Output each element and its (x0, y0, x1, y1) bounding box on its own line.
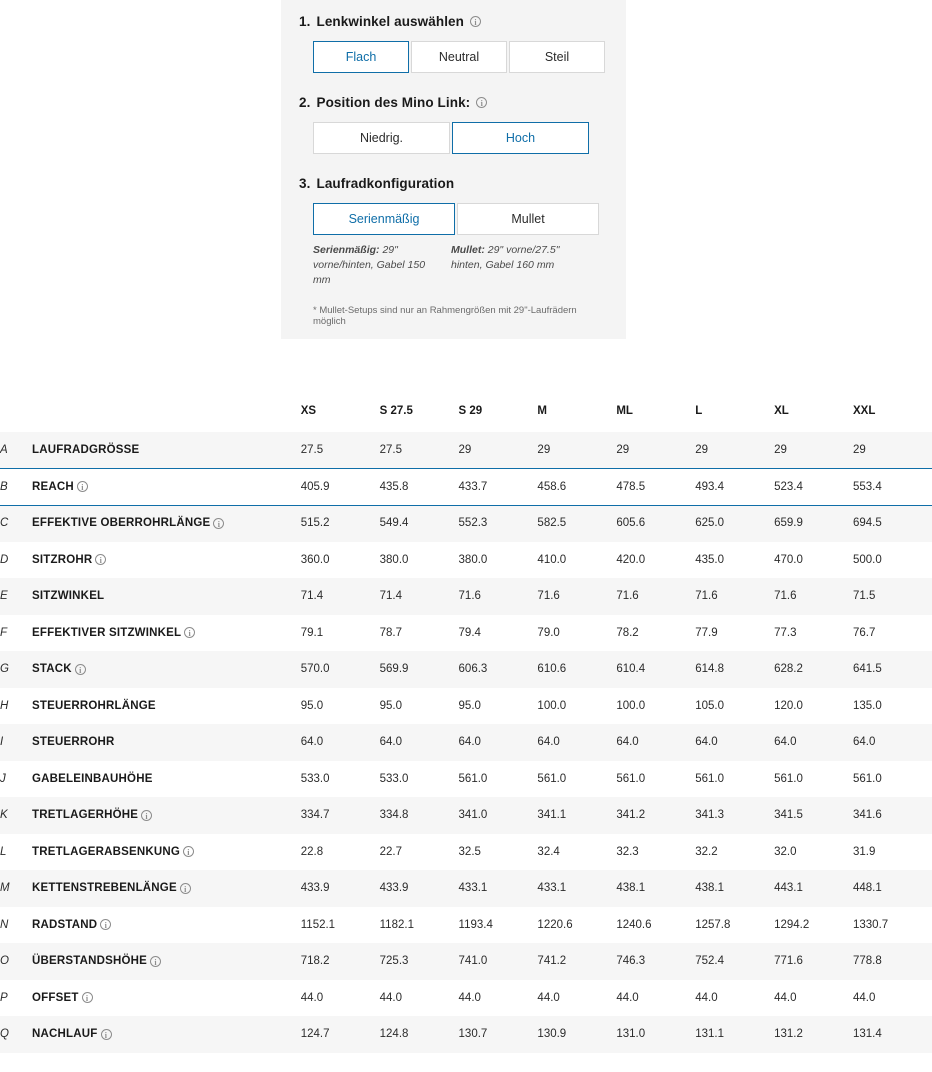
cell-value: 44.0 (537, 991, 560, 1004)
step-2-title (299, 95, 608, 110)
row-label-text: STEUERROHR (32, 736, 115, 749)
info-icon[interactable]: i (100, 919, 111, 930)
row-label-text: OFFSET (32, 991, 79, 1004)
row-letter: H (0, 699, 9, 712)
cell-value: 659.9 (774, 517, 803, 530)
row-letter: D (0, 553, 9, 566)
cell-value: 552.3 (458, 517, 488, 530)
table-row (0, 834, 932, 871)
row-label-text: ÜBERSTANDSHÖHE (32, 955, 148, 968)
cell-value: 130.7 (458, 1028, 488, 1041)
note-serienmaessig-text: 29" vorne/hinten, Gabel 150 mm (313, 244, 426, 287)
cell-value: 341.0 (458, 809, 488, 822)
row-label-text: SITZROHR (32, 553, 93, 566)
cell-value: 694.5 (852, 517, 882, 530)
cell-value: 32.4 (537, 845, 560, 858)
cell-value: 561.0 (852, 772, 882, 785)
cell-value: 380.0 (379, 553, 409, 566)
cell-value: 614.8 (695, 663, 724, 676)
info-icon[interactable]: i (141, 810, 152, 821)
cell-value: 32.3 (616, 845, 639, 858)
option-serienmaessig[interactable]: Serienmäßig (313, 203, 455, 235)
row-label-text: STEUERROHRLÄNGE (32, 699, 156, 712)
row-label (32, 505, 301, 542)
cell-value: 561.0 (616, 772, 646, 785)
cell-value: 29 (695, 444, 708, 457)
row-letter: G (0, 663, 9, 676)
info-icon[interactable]: i (184, 627, 195, 638)
cell-value: 44.0 (616, 991, 639, 1004)
cell-value: 79.4 (458, 626, 481, 639)
table-row (0, 907, 932, 944)
cell-value: 420.0 (616, 553, 646, 566)
cell-value: 135.0 (852, 699, 882, 712)
header-size-s29: S 29 (458, 405, 483, 417)
table-row (0, 980, 932, 1017)
cell-value: 71.6 (616, 590, 639, 603)
cell-value: 533.0 (300, 772, 330, 785)
cell-value: 553.4 (852, 480, 882, 493)
note-mullet-text: 29" vorne/27.5" hinten, Gabel 160 mm (451, 244, 560, 272)
cell-value: 44.0 (695, 991, 718, 1004)
info-icon[interactable]: i (180, 883, 191, 894)
cell-value: 561.0 (695, 772, 724, 785)
row-label-text: TRETLAGERABSENKUNG (32, 845, 181, 858)
row-letter: M (0, 882, 10, 895)
cell-value: 44.0 (852, 991, 876, 1004)
info-icon[interactable]: i (101, 1029, 112, 1040)
header-size-xxl: XXL (852, 405, 876, 417)
row-letter: L (0, 845, 7, 858)
cell-value: 71.5 (852, 590, 876, 603)
table-row (0, 505, 932, 542)
row-label (32, 724, 301, 761)
row-label (32, 797, 301, 834)
info-icon[interactable]: i (213, 518, 224, 529)
cell-value: 334.8 (379, 809, 409, 822)
step-2-options (313, 122, 608, 154)
step-2-label: Position des Mino Link: (316, 95, 471, 110)
cell-value: 610.6 (537, 663, 567, 676)
cell-value: 64.0 (852, 736, 876, 749)
cell-value: 405.9 (300, 480, 330, 493)
cell-value: 561.0 (458, 772, 488, 785)
cell-value: 605.6 (616, 517, 646, 530)
geometry-table (0, 390, 932, 1053)
cell-value: 569.9 (379, 663, 409, 676)
option-flach[interactable]: Flach (313, 41, 409, 73)
cell-value: 22.8 (300, 845, 324, 858)
cell-value: 64.0 (300, 736, 324, 749)
table-row (0, 432, 932, 469)
cell-value: 29 (852, 444, 866, 457)
cell-value: 124.7 (300, 1028, 330, 1041)
info-icon[interactable]: i (183, 846, 194, 857)
cell-value: 79.1 (300, 626, 324, 639)
row-label (32, 542, 301, 579)
header-row (0, 390, 932, 432)
cell-value: 433.7 (458, 480, 488, 493)
cell-value: 500.0 (852, 553, 882, 566)
row-label (32, 688, 301, 725)
row-label (32, 578, 301, 615)
cell-value: 95.0 (300, 699, 324, 712)
cell-value: 1152.1 (300, 918, 336, 931)
cell-value: 76.7 (852, 626, 876, 639)
cell-value: 570.0 (300, 663, 330, 676)
table-row (0, 578, 932, 615)
header-label (32, 390, 301, 432)
cell-value: 435.8 (379, 480, 409, 493)
cell-value: 29 (774, 444, 787, 457)
row-label-text: LAUFRADGRÖSSE (32, 444, 140, 457)
header-size-s275: S 27.5 (379, 405, 413, 417)
cell-value: 31.9 (852, 845, 876, 858)
cell-value: 130.9 (537, 1028, 567, 1041)
cell-value: 95.0 (458, 699, 481, 712)
cell-value: 105.0 (695, 699, 724, 712)
cell-value: 44.0 (458, 991, 481, 1004)
row-letter: K (0, 809, 8, 822)
row-label (32, 870, 301, 907)
cell-value: 64.0 (695, 736, 718, 749)
cell-value: 771.6 (774, 955, 803, 968)
row-label-text: RADSTAND (32, 918, 98, 931)
cell-value: 741.2 (537, 955, 567, 968)
cell-value: 27.5 (379, 444, 403, 457)
cell-value: 380.0 (458, 553, 488, 566)
table-row (0, 542, 932, 579)
cell-value: 628.2 (774, 663, 803, 676)
cell-value: 435.0 (695, 553, 724, 566)
table-row (0, 870, 932, 907)
cell-value: 44.0 (774, 991, 797, 1004)
step-3-title (299, 176, 608, 191)
cell-value: 22.7 (379, 845, 403, 858)
row-label (32, 834, 301, 871)
cell-value: 493.4 (695, 480, 724, 493)
row-letter: E (0, 590, 8, 603)
table-row (0, 943, 932, 980)
info-icon[interactable]: i (77, 481, 88, 492)
cell-value: 533.0 (379, 772, 409, 785)
option-neutral[interactable]: Neutral (411, 41, 507, 73)
row-label-text: TRETLAGERHÖHE (32, 809, 139, 822)
row-letter: B (0, 480, 8, 493)
wheel-notes (313, 243, 608, 289)
cell-value: 741.0 (458, 955, 488, 968)
cell-value: 1257.8 (695, 918, 731, 931)
cell-value: 32.2 (695, 845, 718, 858)
cell-value: 64.0 (774, 736, 797, 749)
row-label-text: REACH (32, 480, 74, 493)
cell-value: 549.4 (379, 517, 409, 530)
note-serienmaessig (313, 243, 451, 289)
row-label-text: GABELEINBAUHÖHE (32, 772, 153, 785)
cell-value: 71.6 (458, 590, 481, 603)
header-size-xs: XS (300, 405, 317, 417)
step-3-options (313, 203, 608, 235)
cell-value: 71.4 (300, 590, 324, 603)
cell-value: 438.1 (616, 882, 646, 895)
step-1-title (299, 14, 608, 29)
step-1-options (313, 41, 608, 73)
cell-value: 606.3 (458, 663, 488, 676)
cell-value: 64.0 (458, 736, 481, 749)
cell-value: 64.0 (616, 736, 639, 749)
cell-value: 448.1 (852, 882, 882, 895)
row-label (32, 1016, 301, 1053)
table-row (0, 651, 932, 688)
cell-value: 44.0 (379, 991, 403, 1004)
cell-value: 27.5 (300, 444, 324, 457)
info-icon[interactable]: i (476, 97, 487, 108)
cell-value: 64.0 (379, 736, 403, 749)
cell-value: 79.0 (537, 626, 560, 639)
cell-value: 1182.1 (379, 918, 414, 931)
row-letter: A (0, 444, 8, 457)
row-label (32, 432, 301, 469)
row-letter: N (0, 918, 9, 931)
row-label (32, 615, 301, 652)
cell-value: 124.8 (379, 1028, 409, 1041)
option-niedrig[interactable]: Niedrig. (313, 122, 450, 154)
cell-value: 470.0 (774, 553, 803, 566)
cell-value: 433.9 (300, 882, 330, 895)
cell-value: 1220.6 (537, 918, 573, 931)
info-icon[interactable]: i (82, 992, 93, 1003)
cell-value: 341.6 (852, 809, 882, 822)
note-serienmaessig-lead: Serienmäßig: (313, 244, 380, 256)
info-icon[interactable]: i (150, 956, 161, 967)
row-letter: Q (0, 1028, 9, 1041)
cell-value: 625.0 (695, 517, 724, 530)
step-3-label: Laufradkonfiguration (316, 176, 455, 191)
header-size-xl: XL (774, 405, 789, 417)
row-label-text: EFFEKTIVER SITZWINKEL (32, 626, 182, 639)
step-1-label: Lenkwinkel auswählen (316, 14, 465, 29)
mullet-footnote: * Mullet-Setups sind nur an Rahmengrößen mit 29"-Laufrädern möglich (313, 304, 577, 327)
cell-value: 641.5 (852, 663, 882, 676)
option-hoch[interactable]: Hoch (452, 122, 589, 154)
cell-value: 752.4 (695, 955, 724, 968)
cell-value: 610.4 (616, 663, 646, 676)
table-row (0, 724, 932, 761)
step-2-number: 2. (299, 95, 311, 110)
row-label (32, 907, 301, 944)
row-label-text: EFFEKTIVE OBERROHRLÄNGE (32, 517, 211, 530)
cell-value: 78.2 (616, 626, 639, 639)
info-icon[interactable]: i (470, 16, 481, 27)
cell-value: 64.0 (537, 736, 560, 749)
cell-value: 478.5 (616, 480, 646, 493)
row-label (32, 943, 301, 980)
cell-value: 71.6 (695, 590, 718, 603)
cell-value: 523.4 (774, 480, 803, 493)
cell-value: 341.5 (774, 809, 803, 822)
cell-value: 100.0 (616, 699, 646, 712)
cell-value: 131.1 (695, 1028, 724, 1041)
cell-value: 131.0 (616, 1028, 646, 1041)
cell-value: 1330.7 (852, 918, 889, 931)
cell-value: 131.4 (852, 1028, 882, 1041)
cell-value: 77.3 (774, 626, 797, 639)
configurator-panel (281, 0, 626, 339)
cell-value: 1193.4 (458, 918, 493, 931)
table-row (0, 761, 932, 798)
step-1-number: 1. (299, 14, 311, 29)
option-steil[interactable]: Steil (509, 41, 605, 73)
cell-value: 32.5 (458, 845, 481, 858)
cell-value: 29 (537, 444, 551, 457)
cell-value: 29 (616, 444, 630, 457)
cell-value: 561.0 (537, 772, 567, 785)
row-letter: P (0, 991, 8, 1004)
header-size-ml: ML (616, 405, 633, 417)
row-label-text: NACHLAUF (32, 1028, 98, 1041)
table-row (0, 1016, 932, 1053)
table-row (0, 688, 932, 725)
cell-value: 433.9 (379, 882, 409, 895)
cell-value: 582.5 (537, 517, 567, 530)
row-letter: C (0, 517, 9, 530)
cell-value: 78.7 (379, 626, 403, 639)
row-label-text: KETTENSTREBENLÄNGE (32, 882, 177, 895)
header-size-m: M (537, 405, 548, 417)
cell-value: 778.8 (852, 955, 882, 968)
table-row (0, 469, 932, 506)
cell-value: 131.2 (774, 1028, 803, 1041)
cell-value: 95.0 (379, 699, 403, 712)
cell-value: 1240.6 (616, 918, 652, 931)
step-3-number: 3. (299, 176, 311, 191)
row-label-text: STACK (32, 663, 72, 676)
cell-value: 1294.2 (774, 918, 810, 931)
geometry-table-container (0, 390, 932, 1053)
cell-value: 71.6 (774, 590, 797, 603)
table-row (0, 797, 932, 834)
cell-value: 100.0 (537, 699, 567, 712)
cell-value: 120.0 (774, 699, 803, 712)
cell-value: 458.6 (537, 480, 567, 493)
cell-value: 433.1 (458, 882, 488, 895)
cell-value: 44.0 (300, 991, 324, 1004)
row-letter: I (0, 736, 4, 749)
row-label (32, 469, 301, 506)
table-body (0, 432, 932, 1053)
row-letter: F (0, 626, 8, 639)
row-label (32, 761, 301, 798)
info-icon[interactable]: i (95, 554, 106, 565)
cell-value: 561.0 (774, 772, 803, 785)
row-label-text: SITZWINKEL (32, 590, 105, 603)
cell-value: 341.3 (695, 809, 724, 822)
header-letter (0, 390, 32, 432)
cell-value: 438.1 (695, 882, 724, 895)
cell-value: 32.0 (774, 845, 797, 858)
option-mullet[interactable]: Mullet (457, 203, 599, 235)
cell-value: 725.3 (379, 955, 409, 968)
cell-value: 341.2 (616, 809, 646, 822)
cell-value: 334.7 (300, 809, 330, 822)
cell-value: 718.2 (300, 955, 330, 968)
table-row (0, 615, 932, 652)
cell-value: 360.0 (300, 553, 330, 566)
cell-value: 433.1 (537, 882, 567, 895)
cell-value: 746.3 (616, 955, 646, 968)
note-mullet-lead: Mullet: (451, 244, 485, 256)
row-letter: J (0, 772, 6, 785)
table-header (0, 390, 932, 432)
row-letter: O (0, 955, 9, 968)
cell-value: 410.0 (537, 553, 567, 566)
cell-value: 341.1 (537, 809, 567, 822)
header-size-l: L (695, 405, 703, 417)
cell-value: 71.6 (537, 590, 560, 603)
cell-value: 29 (458, 444, 472, 457)
row-label (32, 980, 301, 1017)
cell-value: 443.1 (774, 882, 803, 895)
cell-value: 71.4 (379, 590, 403, 603)
note-mullet (451, 243, 589, 289)
cell-value: 515.2 (300, 517, 330, 530)
row-label (32, 651, 301, 688)
cell-value: 77.9 (695, 626, 718, 639)
info-icon[interactable]: i (75, 664, 86, 675)
